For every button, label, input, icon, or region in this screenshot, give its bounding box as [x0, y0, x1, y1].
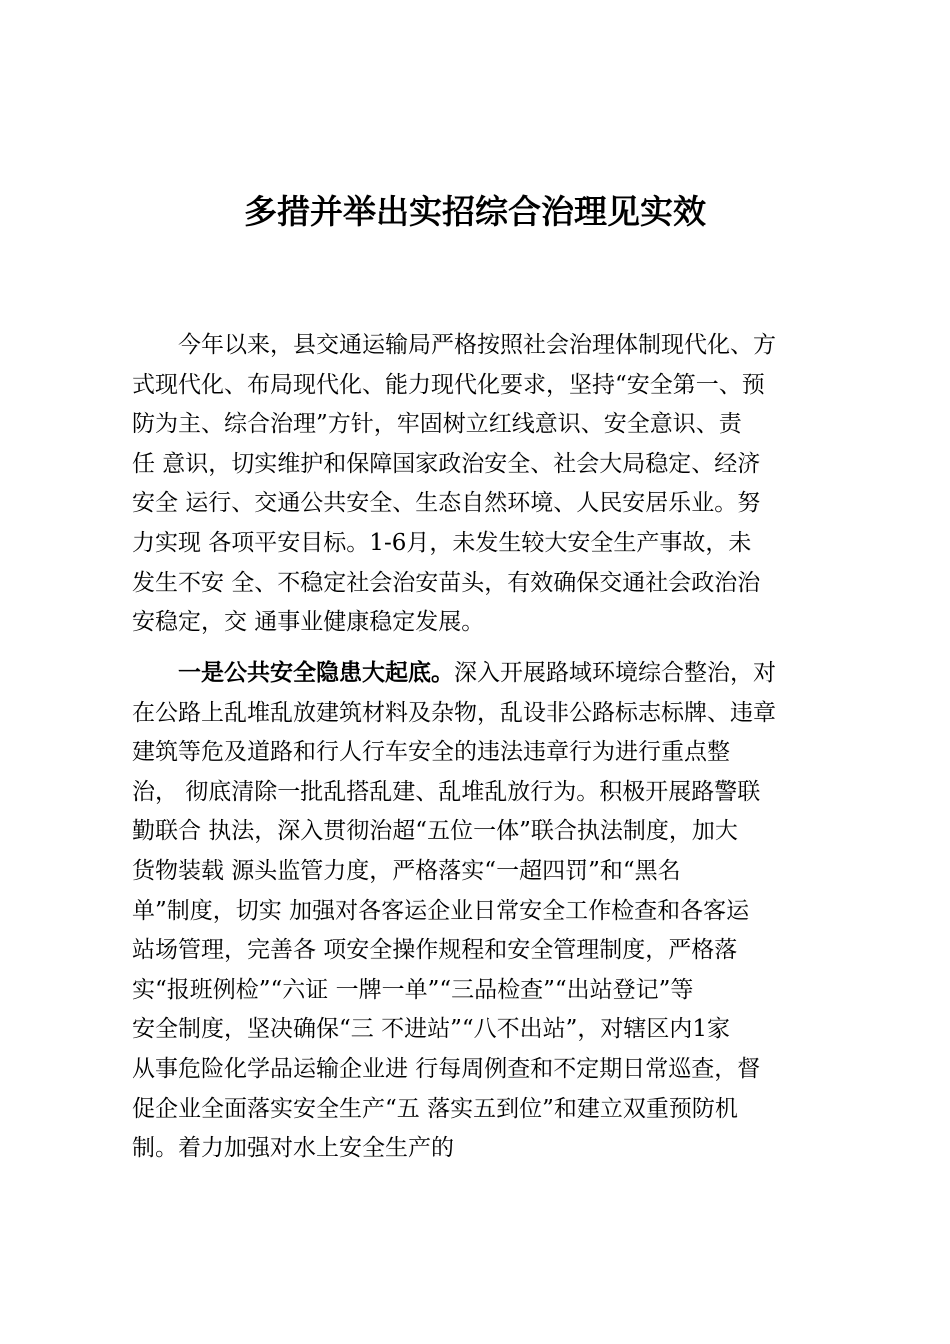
paragraph-line: 货物装载 源头监管力度，严格落实“一超四罚”和“黑名: [132, 857, 681, 884]
paragraph-line: [132, 654, 828, 694]
paragraph-public-safety: [132, 654, 828, 1169]
paragraph-intro: [132, 326, 828, 643]
paragraph-line: 建筑等危及道路和行人行车安全的违法违章行为进行重点整: [132, 739, 730, 766]
paragraph-line: 力实现 各项平安目标。1-6月，未发生较大安全生产事故，未: [132, 529, 752, 556]
paragraph-line: 从事危险化学品运输企业进 行每周例查和不定期日常巡查，督: [132, 1055, 761, 1082]
document-title: 多措并举出实招综合治理见实效: [244, 192, 706, 231]
paragraph-line: 制。着力加强对水上安全生产的: [132, 1135, 454, 1162]
paragraph-line: 安全制度，坚决确保“三 不进站”“八不出站”，对辖区内1家: [132, 1016, 730, 1043]
paragraph-line: 单”制度，切实 加强对各客运企业日常安全工作检查和各客运: [132, 897, 750, 924]
paragraph-line: 今年以来，县交通运输局严格按照社会治理体制现代化、方: [178, 332, 776, 358]
paragraph-line: 在公路上乱堆乱放建筑材料及杂物，乱设非公路标志标牌、违章: [132, 699, 776, 726]
paragraph-lead-heading: 一是公共安全隐患大起底。: [178, 660, 454, 686]
paragraph-line: 促企业全面落实安全生产“五 落实五到位”和建立双重预防机: [132, 1095, 738, 1122]
paragraph-line: 安全 运行、交通公共安全、生态自然环境、人民安居乐业。努: [132, 490, 761, 517]
paragraph-line: 式现代化、布局现代化、能力现代化要求，坚持“安全第一、预: [132, 371, 765, 398]
paragraph-line: 安稳定，交 通事业健康稳定发展。: [132, 609, 485, 636]
paragraph-line: 防为主、综合治理”方针，牢固树立红线意识、安全意识、责: [132, 411, 742, 438]
paragraph-line: 站场管理，完善各 项安全操作规程和安全管理制度，严格落: [132, 937, 738, 964]
paragraph-line: 实“报班例检”“六证 一牌一单”“三品检查”“出站登记”等: [132, 976, 694, 1003]
paragraph-line: 治， 彻底清除一批乱搭乱建、乱堆乱放行为。积极开展路警联: [132, 778, 761, 805]
paragraph-line-rest: 深入开展路域环境综合整治，对: [454, 660, 776, 686]
paragraph-line: 任 意识，切实维护和保障国家政治安全、社会大局稳定、经济: [132, 450, 761, 477]
paragraph-line: 发生不安 全、不稳定社会治安苗头，有效确保交通社会政治治: [132, 569, 761, 596]
paragraph-line: 勤联合 执法，深入贯彻治超“五位一体”联合执法制度，加大: [132, 818, 738, 845]
